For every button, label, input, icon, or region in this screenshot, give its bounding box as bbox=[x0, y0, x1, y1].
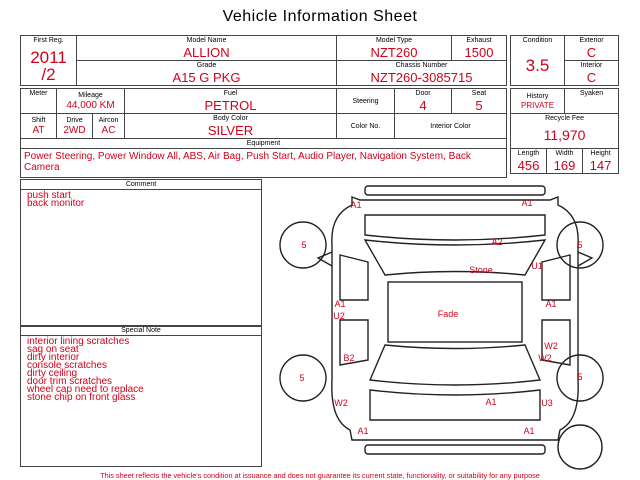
special-note-list bbox=[21, 336, 261, 404]
chassis-label: Chassis Number bbox=[395, 62, 448, 69]
damage-mark: A1 bbox=[485, 397, 497, 407]
damage-mark: 5 bbox=[577, 240, 583, 250]
damage-mark: B2 bbox=[343, 353, 355, 363]
special-note-line: dirty interior bbox=[27, 352, 80, 363]
height-value: 147 bbox=[589, 158, 612, 173]
exhaust-value: 1500 bbox=[464, 45, 494, 60]
steering-label: Steering bbox=[352, 97, 379, 105]
recycle-fee-cell bbox=[511, 114, 619, 149]
special-note-line: door trim scratches bbox=[27, 376, 113, 387]
drive-cell bbox=[57, 114, 93, 139]
shift-label: Shift bbox=[31, 117, 46, 124]
exterior-cell bbox=[565, 36, 619, 61]
equipment-label: Equipment bbox=[246, 140, 281, 147]
condition-label: Condition bbox=[522, 37, 553, 44]
damage-mark: A2 bbox=[491, 237, 503, 247]
meter-cell bbox=[21, 89, 57, 114]
first-reg-cell bbox=[21, 36, 77, 86]
fuel-cell bbox=[125, 89, 337, 114]
exterior-value: C bbox=[586, 45, 597, 60]
comment-box bbox=[20, 179, 262, 327]
fuel-label: Fuel bbox=[223, 90, 238, 97]
interior-color-cell bbox=[395, 114, 507, 139]
special-note-line: wheel cap need to replace bbox=[27, 384, 144, 395]
aircon-cell bbox=[93, 114, 125, 139]
length-label: Length bbox=[517, 150, 540, 157]
recycle-fee-value: 11,970 bbox=[543, 127, 586, 143]
damage-mark: A1 bbox=[357, 426, 369, 436]
special-note-line: dirty ceiling bbox=[27, 368, 78, 379]
spare-tire bbox=[558, 425, 602, 469]
special-note-line: console scratches bbox=[27, 360, 108, 371]
disclaimer-footer: This sheet reflects the vehicle's condition at issuance and does not guarantee its current state, functionality, or suitability for any purpose bbox=[100, 471, 540, 480]
special-note-line: interior lining scratches bbox=[27, 336, 130, 347]
history-table bbox=[510, 88, 619, 174]
damage-mark: U2 bbox=[333, 311, 345, 321]
history-value: PRIVATE bbox=[520, 101, 555, 110]
page-title: Vehicle Information Sheet bbox=[222, 8, 418, 25]
condition-table bbox=[510, 35, 619, 86]
damage-mark: W2 bbox=[544, 341, 558, 351]
equipment-label-cell bbox=[21, 139, 507, 149]
model-name-value: ALLION bbox=[183, 45, 230, 60]
seat-cell bbox=[452, 89, 507, 114]
equipment-value: Power Steering, Power Window All, ABS, Air Bag, Push Start, Audio Player, Navigation System, Back Camera bbox=[21, 149, 507, 178]
syaken-cell bbox=[565, 89, 619, 114]
aircon-value: AC bbox=[101, 125, 116, 136]
vehicle-detail-table bbox=[20, 88, 507, 178]
comment-label: Comment bbox=[21, 180, 261, 190]
damage-mark: 5 bbox=[301, 240, 307, 250]
body-color-value: SILVER bbox=[207, 123, 254, 138]
special-note-line: sag on seat bbox=[27, 344, 79, 355]
model-name-label: Model Name bbox=[186, 37, 227, 44]
model-type-cell bbox=[337, 36, 452, 61]
length-value: 456 bbox=[517, 158, 540, 173]
damage-mark: Fade bbox=[437, 309, 459, 319]
vehicle-info-table bbox=[20, 35, 507, 86]
interior-value: C bbox=[586, 70, 597, 85]
mileage-value: 44,000 KM bbox=[66, 100, 115, 111]
model-type-label: Model Type bbox=[375, 37, 413, 44]
damage-mark: U3 bbox=[541, 398, 553, 408]
comment-line: back monitor bbox=[27, 198, 85, 209]
body-color-label: Body Color bbox=[213, 115, 248, 122]
syaken-label: Syaken bbox=[579, 90, 604, 97]
mileage-label: Mileage bbox=[78, 92, 103, 99]
door-label: Door bbox=[415, 90, 431, 97]
interior-label: Interior bbox=[580, 62, 603, 69]
damage-mark: A1 bbox=[523, 426, 535, 436]
shift-value: AT bbox=[32, 125, 45, 136]
steering-cell bbox=[337, 89, 395, 114]
model-type-value: NZT260 bbox=[370, 45, 418, 60]
condition-cell bbox=[511, 36, 565, 86]
drive-label: Drive bbox=[66, 117, 83, 124]
interior-cell bbox=[565, 61, 619, 86]
history-cell bbox=[511, 89, 565, 114]
fuel-value: PETROL bbox=[204, 98, 257, 113]
car-outline bbox=[318, 186, 592, 454]
damage-mark: 5 bbox=[577, 372, 583, 382]
first-reg-value: 2011 /2 bbox=[30, 48, 67, 84]
recycle-fee-label: Recycle Fee bbox=[545, 115, 584, 122]
damage-mark: Stone bbox=[469, 265, 493, 275]
length-cell bbox=[511, 149, 547, 174]
damage-mark: A1 bbox=[334, 299, 346, 309]
damage-mark: A1 bbox=[350, 200, 362, 210]
body-color-cell bbox=[125, 114, 337, 139]
width-label: Width bbox=[555, 150, 574, 157]
chassis-cell bbox=[337, 61, 507, 86]
grade-label: Grade bbox=[196, 62, 217, 69]
damage-mark: A1 bbox=[545, 299, 557, 309]
special-note-box bbox=[20, 325, 262, 467]
history-label: History bbox=[526, 93, 549, 100]
model-name-cell bbox=[77, 36, 337, 61]
condition-value: 3.5 bbox=[525, 56, 550, 75]
comment-list bbox=[21, 190, 261, 210]
height-label: Height bbox=[590, 150, 611, 157]
comment-line: push start bbox=[27, 190, 71, 201]
color-no-label: Color No. bbox=[350, 122, 381, 130]
door-value: 4 bbox=[419, 98, 427, 113]
damage-mark: A1 bbox=[521, 198, 533, 208]
exterior-label: Exterior bbox=[579, 37, 604, 44]
aircon-label: Aircon bbox=[98, 117, 119, 124]
special-note-line: stone chip on front glass bbox=[27, 392, 136, 403]
height-cell bbox=[583, 149, 619, 174]
drive-value: 2WD bbox=[63, 125, 86, 136]
seat-value: 5 bbox=[475, 98, 483, 113]
grade-value: A15 G PKG bbox=[172, 70, 241, 85]
grade-cell bbox=[77, 61, 337, 86]
seat-label: Seat bbox=[471, 90, 487, 97]
door-cell bbox=[395, 89, 452, 114]
width-value: 169 bbox=[553, 158, 576, 173]
interior-color-label: Interior Color bbox=[430, 122, 471, 130]
damage-mark: W2 bbox=[334, 398, 348, 408]
chassis-value: NZT260-3085715 bbox=[370, 70, 473, 85]
damage-mark: W2 bbox=[538, 353, 552, 363]
color-no-cell bbox=[337, 114, 395, 139]
damage-mark: 5 bbox=[299, 373, 305, 383]
exhaust-cell bbox=[452, 36, 507, 61]
car-damage-diagram bbox=[270, 180, 630, 470]
first-reg-label: First Reg. bbox=[33, 37, 64, 44]
meter-label: Meter bbox=[29, 90, 48, 97]
mileage-cell bbox=[57, 89, 125, 114]
special-note-label: Special Note bbox=[21, 326, 261, 336]
damage-mark: U1 bbox=[531, 261, 543, 271]
exhaust-label: Exhaust bbox=[466, 37, 492, 44]
shift-cell bbox=[21, 114, 57, 139]
width-cell bbox=[547, 149, 583, 174]
